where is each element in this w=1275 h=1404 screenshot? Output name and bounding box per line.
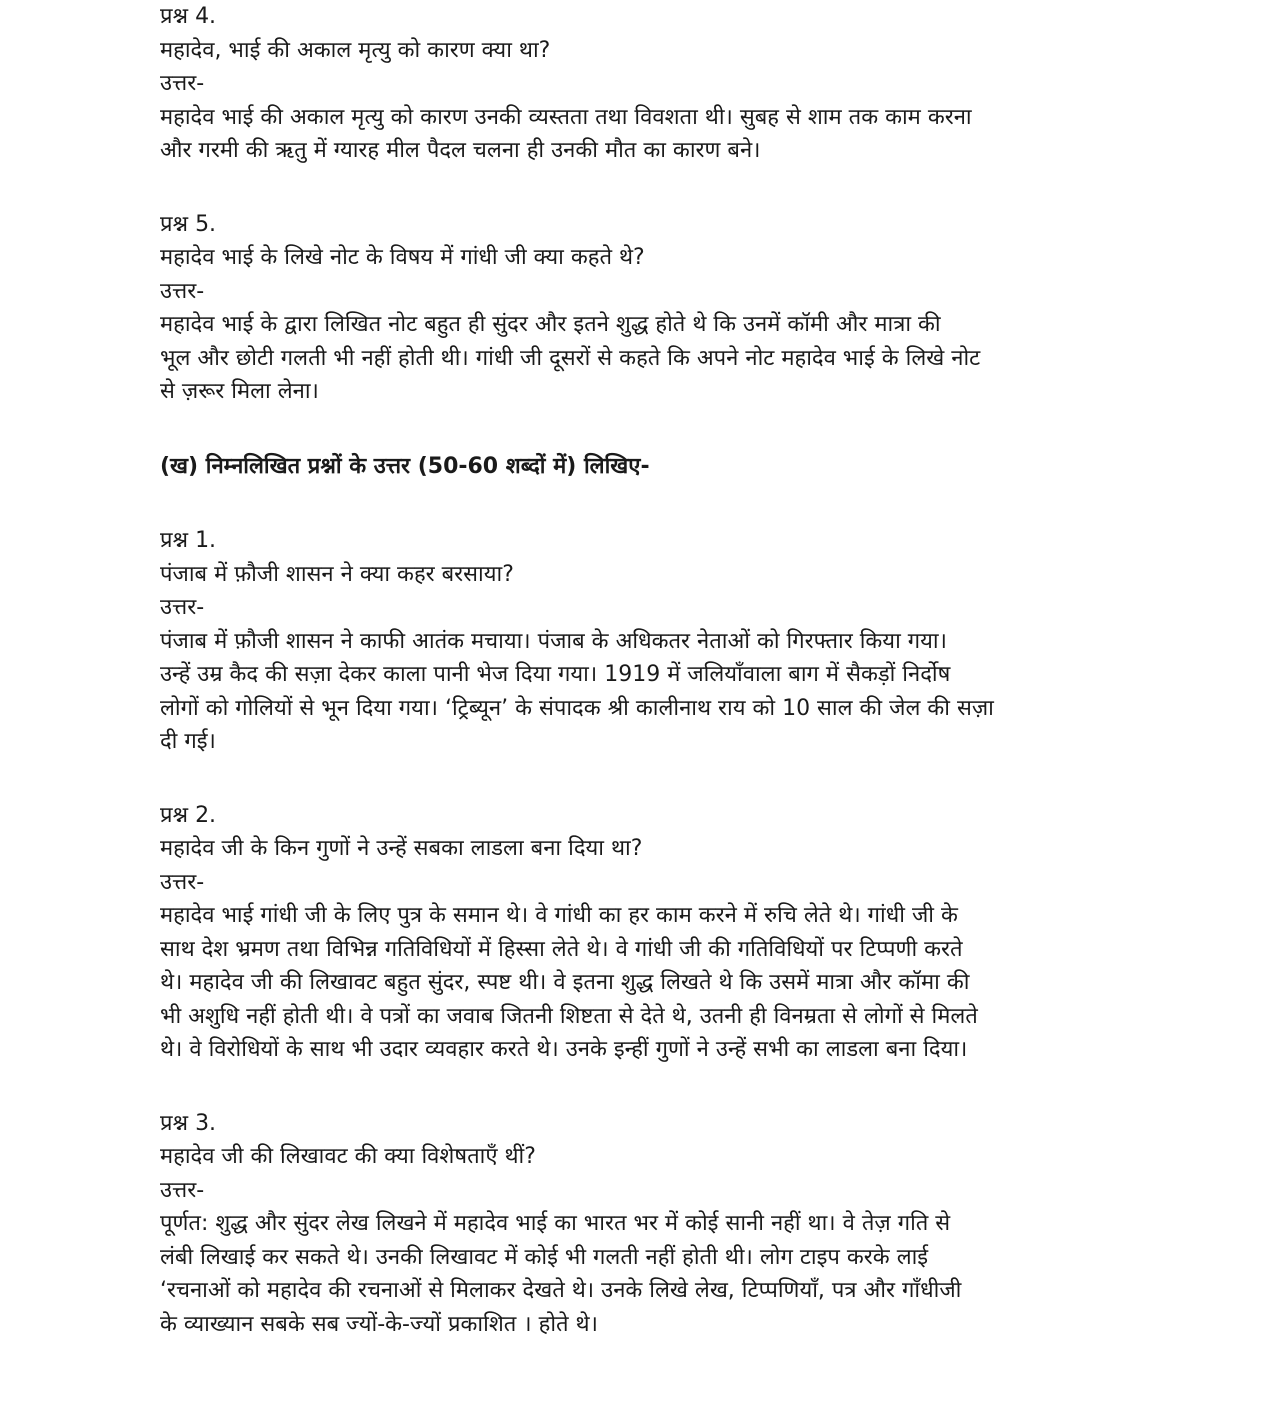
- question-block-kha-3: [160, 1107, 1150, 1342]
- question-block-kha-1: [160, 524, 1150, 759]
- answer-line: पंजाब में फ़ौजी शासन ने काफी आतंक मचाया। पंजाब के अधिकतर नेताओं को गिरफ्तार किया गया।: [160, 628, 947, 654]
- document-page: [160, 0, 1150, 1341]
- question-label: प्रश्न 5.: [160, 211, 217, 237]
- answer-line: पूर्णत: शुद्ध और सुंदर लेख लिखने में महादेव भाई का भारत भर में कोई सानी नहीं था। वे तेज़ गति से: [160, 1211, 951, 1236]
- answer-line: लोगों को गोलियों से भून दिया गया। ‘ट्रिब्यून’ के संपादक श्री कालीनाथ राय को 10 साल की जेल की सज़ा: [160, 695, 994, 721]
- answer-text: [160, 625, 1145, 759]
- answer-text: [160, 899, 1145, 1067]
- answer-line: थे। महादेव जी की लिखावट बहुत सुंदर, स्पष्ट थी। वे इतना शुद्ध लिखते थे कि उसमें मात्रा और कॉमा की: [160, 970, 970, 995]
- section-heading: (ख) निम्नलिखित प्रश्नों के उत्तर (50-60 शब्दों में) लिखिए-: [160, 453, 650, 479]
- answer-label: उत्तर-: [160, 869, 205, 895]
- answer-text: [160, 101, 1145, 168]
- spacer: [160, 409, 1150, 450]
- answer-text: [160, 1207, 1145, 1341]
- answer-line: साथ देश भ्रमण तथा विभिन्न गतिविधियों में हिस्सा लेते थे। वे गांधी जी की गतिविधियों पर टिप्पणी करते: [160, 936, 963, 962]
- question-text: महादेव जी के किन गुणों ने उन्हें सबका लाडला बना दिया था?: [160, 836, 643, 861]
- answer-label: उत्तर-: [160, 595, 205, 620]
- spacer: [160, 1067, 1150, 1107]
- question-text: महादेव भाई के लिखे नोट के विषय में गांधी जी क्या कहते थे?: [160, 245, 645, 270]
- answer-line: ‘रचनाओं को महादेव की रचनाओं से मिलाकर देखते थे। उनके लिखे लेख, टिप्पणियाँ, पत्र और गाँधीजी: [160, 1278, 962, 1303]
- question-label: प्रश्न 4.: [160, 4, 217, 29]
- answer-line: महादेव भाई गांधी जी के लिए पुत्र के समान थे। वे गांधी का हर काम करने में रुचि लेते थे। गांधी जी के: [160, 903, 958, 928]
- answer-line: दी गई।: [160, 729, 216, 754]
- answer-line: और गरमी की ऋतु में ग्यारह मील पैदल चलना ही उनकी मौत का कारण बने।: [160, 138, 761, 163]
- answer-line: महादेव भाई की अकाल मृत्यु को कारण उनकी व्यस्तता तथा विवशता थी। सुबह से शाम तक काम करना: [160, 104, 972, 130]
- answer-label: उत्तर-: [160, 1177, 205, 1203]
- answer-label: उत्तर-: [160, 278, 205, 304]
- answer-line: भी अशुधि नहीं होती थी। वे पत्रों का जवाब जितनी शिष्टता से देते थे, उतनी ही विनम्रता से लोगों से मिलते: [160, 1003, 978, 1029]
- answer-line: थे। वे विरोधियों के साथ भी उदार व्यवहार करते थे। उनके इन्हीं गुणों ने उन्हें सभी का लाडला बना दिया।: [160, 1037, 968, 1062]
- question-block-5: [160, 208, 1150, 409]
- question-text: महादेव, भाई की अकाल मृत्यु को कारण क्या था?: [160, 37, 551, 63]
- question-label: प्रश्न 2.: [160, 802, 217, 828]
- question-block-4: [160, 0, 1150, 168]
- spacer: [160, 168, 1150, 208]
- question-label: प्रश्न 3.: [160, 1110, 217, 1136]
- answer-line: से ज़रूर मिला लेना।: [160, 379, 319, 404]
- answer-line: लंबी लिखाई कर सकते थे। उनकी लिखावट में कोई भी गलती नहीं होती थी। लोग टाइप करके लाई: [160, 1244, 929, 1270]
- answer-line: के व्याख्यान सबके सब ज्यों-के-ज्यों प्रकाशित । होते थे।: [160, 1311, 598, 1337]
- answer-line: भूल और छोटी गलती भी नहीं होती थी। गांधी जी दूसरों से कहते कि अपने नोट महादेव भाई के लिखे नोट: [160, 345, 981, 371]
- question-block-kha-2: [160, 799, 1150, 1067]
- answer-label: उत्तर-: [160, 71, 205, 96]
- answer-text: [160, 308, 1145, 409]
- question-text: पंजाब में फ़ौजी शासन ने क्या कहर बरसाया?: [160, 561, 514, 587]
- spacer: [160, 483, 1150, 524]
- answer-line: उन्हें उम्र कैद की सज़ा देकर काला पानी भेज दिया गया। 1919 में जलियाँवाला बाग में सैकड़ों निर्दोष: [160, 662, 951, 687]
- answer-line: महादेव भाई के द्वारा लिखित नोट बहुत ही सुंदर और इतने शुद्ध होते थे कि उनमें कॉमी और मात्रा की: [160, 312, 941, 337]
- spacer: [160, 759, 1150, 799]
- question-text: महादेव जी की लिखावट की क्या विशेषताएँ थीं?: [160, 1144, 536, 1169]
- question-label: प्रश्न 1.: [160, 528, 217, 553]
